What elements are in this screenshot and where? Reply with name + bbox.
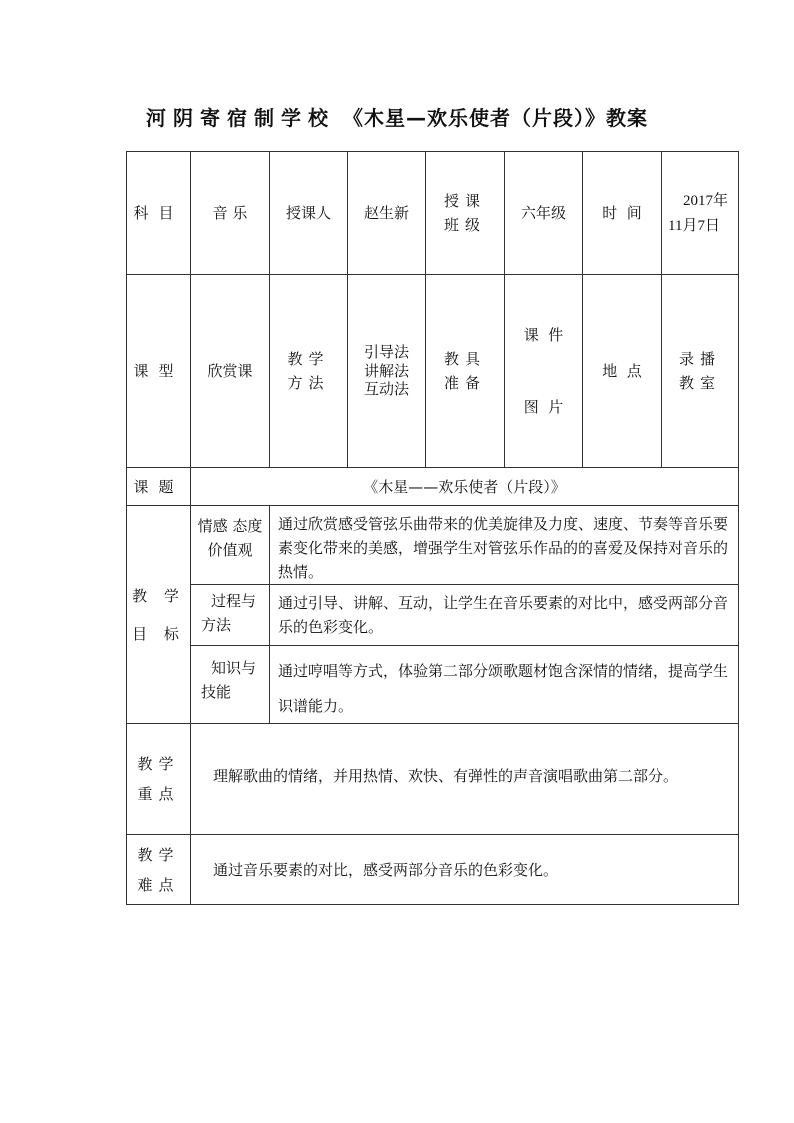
goal-1-name: [191, 506, 270, 585]
key-point-row: [127, 724, 739, 835]
goal-2-name: [191, 585, 270, 646]
class-label-line1: 授课: [443, 192, 486, 210]
key-point-text: 理解歌曲的情绪，并用热情、欢快、有弹性的声音演唱歌曲第二部分。: [191, 724, 739, 835]
goals-label-line2: 目 标: [132, 624, 185, 643]
tools-label: [426, 275, 505, 468]
goal-3-name: [191, 646, 270, 724]
class-label-line2: 班级: [443, 216, 486, 234]
goals-label-line1: 教 学: [132, 586, 185, 605]
goal-1-text: 通过欣赏感受管弦乐曲带来的优美旋律及力度、速度、节奏等音乐要素变化带来的美感，增强学生对管弦乐作品的的喜爱及保持对音乐的热情。: [270, 506, 739, 585]
topic-label: 课题: [127, 468, 191, 506]
lesson-title: 《木星—欢乐使者（片段）》教案: [343, 106, 648, 130]
goal-1-name-line1: 情感 态度: [197, 517, 263, 535]
topic-value: 《木星——欢乐使者（片段）》: [191, 468, 739, 506]
method-1: 引导法: [363, 342, 409, 361]
method-values: [348, 275, 426, 468]
difficulty-label-line2: 难点: [137, 875, 180, 894]
goal-row-2: [127, 585, 739, 646]
tools-label-line2: 准备: [443, 374, 486, 392]
subject-value: 音 乐: [191, 152, 270, 275]
tools-1: 课 件: [523, 326, 564, 344]
teacher-label: 授课人: [270, 152, 348, 275]
subject-label: 科目: [127, 152, 191, 275]
type-value: 欣赏课: [191, 275, 270, 468]
goal-row-3: [127, 646, 739, 724]
header-row: [127, 152, 739, 275]
difficulty-row: [127, 835, 739, 905]
goal-2-name-line1: 过程与: [211, 592, 257, 610]
difficulty-label-line1: 教学: [137, 845, 180, 864]
goal-row-1: [127, 506, 739, 585]
key-point-label: [127, 724, 191, 835]
goals-label: [127, 506, 191, 724]
date-year: 2017年: [682, 192, 728, 209]
goal-2-name-line2: 方法: [201, 616, 232, 634]
date-value: [662, 152, 739, 275]
teacher-value: 赵生新: [348, 152, 426, 275]
date-day: 11月7日: [668, 217, 720, 234]
school-name: 河阴寄宿制学校: [146, 106, 335, 130]
type-row: [127, 275, 739, 468]
place-value: [662, 275, 739, 468]
method-label-line1: 教学: [287, 350, 330, 368]
tools-2: 图 片: [523, 398, 564, 416]
class-value: 六年级: [505, 152, 583, 275]
tools-label-line1: 教具: [443, 350, 486, 368]
class-label: [426, 152, 505, 275]
goals-label-spacer: [127, 608, 190, 622]
method-label: [270, 275, 348, 468]
key-point-label-line1: 教学: [137, 755, 180, 773]
type-label: 课型: [127, 275, 191, 468]
method-2: 讲解法: [363, 361, 409, 380]
time-label: 时 间: [583, 152, 662, 275]
tools-values: [505, 275, 583, 468]
lesson-plan-table: [126, 151, 739, 905]
goal-2-text: 通过引导、讲解、互动，让学生在音乐要素的对比中，感受两部分音乐的色彩变化。: [270, 585, 739, 646]
method-3: 互动法: [363, 380, 409, 399]
difficulty-label: [127, 835, 191, 905]
place-1: 录播: [678, 350, 721, 368]
goal-3-text: 通过哼唱等方式，体验第二部分颂歌题材饱含深情的情绪，提高学生识谱能力。: [270, 646, 739, 724]
key-point-label-line2: 重点: [137, 785, 180, 803]
topic-row: [127, 468, 739, 506]
place-2: 教室: [678, 374, 721, 392]
goal-1-name-line2: 价值观: [207, 541, 253, 559]
goal-3-name-line1: 知识与: [211, 659, 257, 677]
method-label-line2: 方法: [287, 374, 330, 392]
goal-3-name-line2: 技能: [201, 683, 232, 701]
difficulty-text: 通过音乐要素的对比，感受两部分音乐的色彩变化。: [191, 835, 739, 905]
place-label: 地 点: [583, 275, 662, 468]
document-title: [0, 102, 794, 131]
